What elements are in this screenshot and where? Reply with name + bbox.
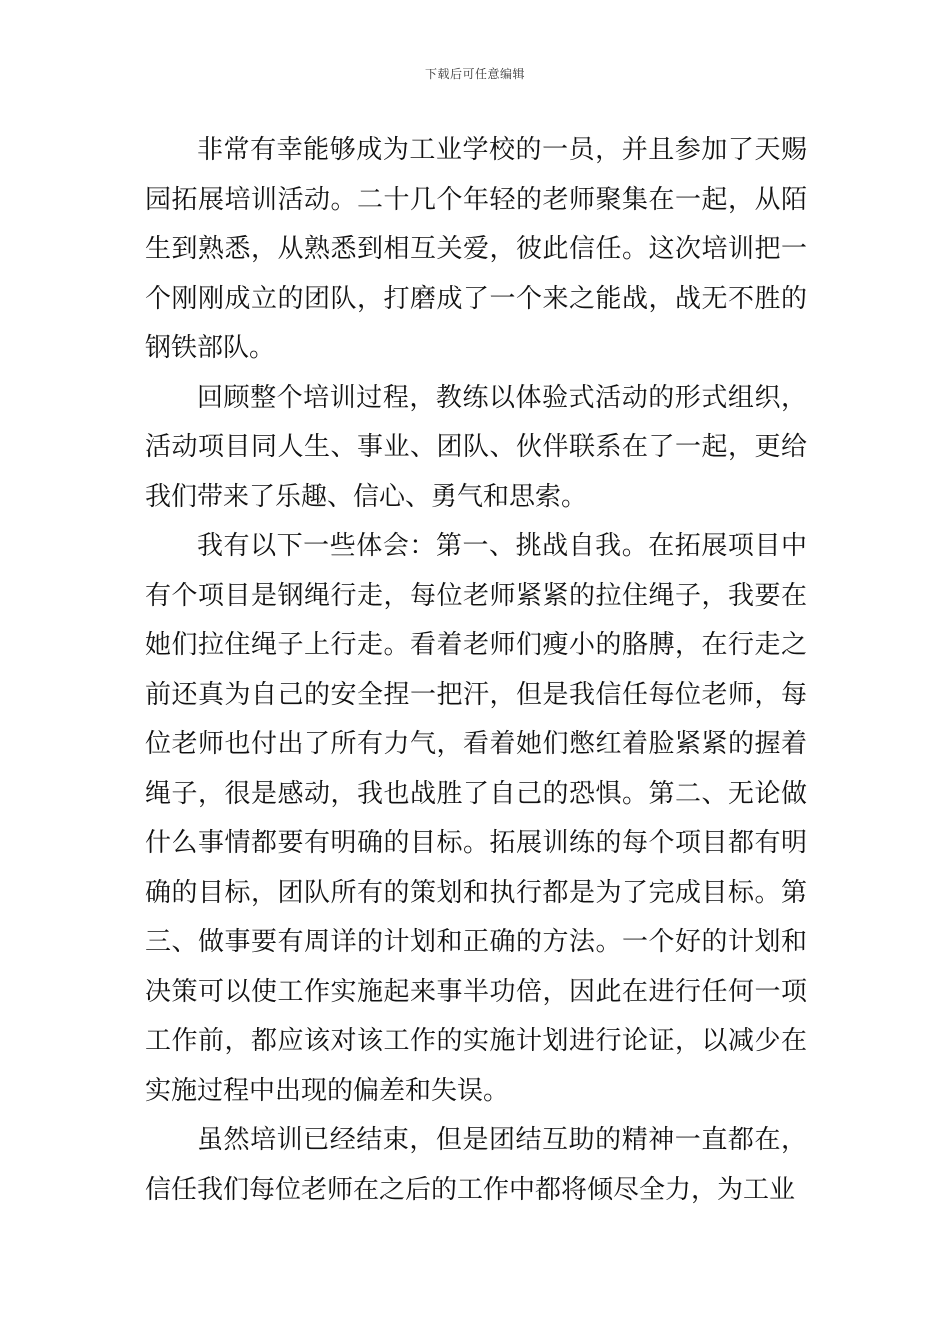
paragraph-review: 回顾整个培训过程，教练以体验式活动的形式组织，活动项目同人生、事业、团队、伙伴联系在了一起，更给我们带来了乐趣、信心、勇气和思索。 <box>145 382 807 512</box>
document-body <box>145 126 807 1215</box>
page-header-note: 下载后可任意编辑 <box>424 67 525 81</box>
paragraph-intro: 非常有幸能够成为工业学校的一员，并且参加了天赐园拓展培训活动。二十几个年轻的老师聚集在一起，从陌生到熟悉，从熟悉到相互关爱，彼此信任。这次培训把一个刚刚成立的团队，打磨成了一个来之能战，战无不胜的钢铁部队。 <box>145 135 807 363</box>
paragraph-experiences: 我有以下一些体会：第一、挑战自我。在拓展项目中有个项目是钢绳行走，每位老师紧紧的拉住绳子，我要在她们拉住绳子上行走。看着老师们瘦小的胳膊，在行走之前还真为自己的安全捏一把汗，但是我信任每位老师，每位老师也付出了所有力气，看着她们憋红着脸紧紧的握着绳子，很是感动，我也战胜了自己的恐惧。第二、无论做什么事情都要有明确的目标。拓展训练的每个项目都有明确的目标，团队所有的策划和执行都是为了完成目标。第三、做事要有周详的计划和正确的方法。一个好的计划和决策可以使工作实施起来事半功倍，因此在进行任何一项工作前，都应该对该工作的实施计划进行论证，以减少在实施过程中出现的偏差和失误。 <box>145 531 807 1106</box>
paragraph-conclusion: 虽然培训已经结束，但是团结互助的精神一直都在，信任我们每位老师在之后的工作中都将倾尽全力，为工业 <box>145 1125 807 1205</box>
